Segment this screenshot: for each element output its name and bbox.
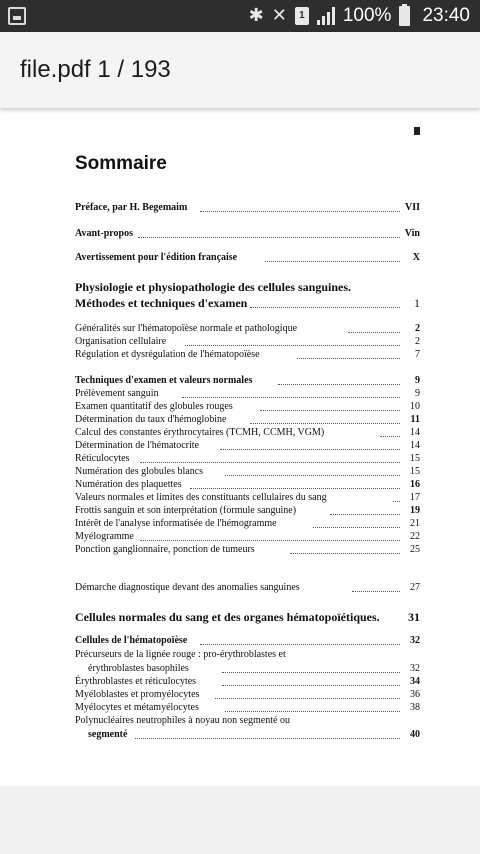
toc-page: 14	[410, 440, 420, 451]
toc-entry: Numération des globules blancs	[75, 466, 204, 477]
toc-page: 38	[410, 702, 420, 713]
toc-entry: Érythroblastes et réticulocytes	[75, 676, 197, 687]
dot-leader	[297, 358, 400, 359]
dot-leader	[290, 553, 400, 554]
toc-page: 19	[410, 505, 420, 516]
toc-page: 7	[415, 349, 420, 360]
dot-leader	[182, 397, 400, 398]
toc-row[interactable]	[0, 729, 480, 741]
toc-entry: Myélocytes et métamyélocytes	[75, 702, 199, 713]
clock: 23:40	[422, 5, 470, 26]
toc-entry: Polynucléaires neutrophiles à noyau non segmenté ou	[75, 715, 290, 726]
toc-row[interactable]	[0, 427, 480, 439]
page-corner-mark	[414, 127, 420, 135]
toc-entry: Myéloblastes et promyélocytes	[75, 689, 200, 700]
toc-page: 2	[415, 336, 420, 347]
toc-page: 10	[410, 401, 420, 412]
toc-page: 31	[408, 610, 420, 624]
toc-entry: Intérêt de l'analyse informatisée de l'hémogramme	[75, 518, 277, 529]
status-icons	[249, 6, 470, 26]
dot-leader	[352, 591, 400, 592]
toc-page: 2	[415, 323, 420, 334]
toc-entry: Avertissement pour l'édition française	[75, 252, 238, 263]
dot-leader	[200, 644, 400, 645]
toc-row[interactable]	[0, 228, 480, 240]
dot-leader	[250, 423, 400, 424]
dot-leader	[278, 384, 400, 385]
viewer-background	[0, 786, 480, 854]
toc-entry: Régulation et dysrégulation de l'hématopoïèse	[75, 349, 260, 360]
toc-entry: Examen quantitatif des globules rouges	[75, 401, 233, 412]
dot-leader	[265, 261, 400, 262]
toc-page: Vin	[404, 228, 420, 239]
toc-page: 11	[410, 414, 420, 425]
app-bar	[0, 32, 480, 108]
dot-leader	[250, 307, 400, 308]
toc-row[interactable]	[0, 453, 480, 465]
toc-row[interactable]	[0, 323, 480, 335]
toc-row[interactable]	[0, 689, 480, 701]
toc-row[interactable]	[0, 202, 480, 214]
toc-page: 9	[415, 388, 420, 399]
toc-section-heading[interactable]	[0, 296, 480, 310]
toc-row[interactable]	[0, 635, 480, 647]
dot-leader	[185, 345, 400, 346]
document-title[interactable]: file.pdf 1 / 193	[20, 56, 171, 83]
dot-leader	[135, 738, 400, 739]
toc-entry: Cellules normales du sang et des organes hématopoïétiques.	[75, 610, 380, 624]
toc-row[interactable]	[0, 492, 480, 504]
toc-entry: Myélogramme	[75, 531, 134, 542]
toc-page: VII	[404, 202, 420, 213]
dot-leader	[190, 488, 400, 489]
toc-entry: Organisation cellulaire	[75, 336, 167, 347]
toc-page: 16	[410, 479, 420, 490]
toc-entry: Calcul des constantes érythrocytaires (TCMH, CCMH, VGM)	[75, 427, 325, 438]
toc-row[interactable]	[0, 414, 480, 426]
toc-row[interactable]	[0, 702, 480, 714]
toc-row[interactable]	[0, 401, 480, 413]
dot-leader	[348, 332, 400, 333]
toc-entry: Préface, par H. Begemaim	[75, 202, 188, 213]
signal-icon	[317, 7, 335, 25]
dot-leader	[215, 698, 400, 699]
dot-leader	[140, 540, 400, 541]
toc-page: 27	[410, 582, 420, 593]
toc-entry: Détermination de l'hématocrite	[75, 440, 199, 451]
toc-heading: Sommaire	[75, 153, 167, 174]
dot-leader	[225, 711, 400, 712]
toc-row[interactable]	[0, 466, 480, 478]
toc-page: 34	[410, 676, 420, 687]
toc-row[interactable]	[0, 582, 480, 594]
dot-leader	[220, 449, 400, 450]
battery-percent: 100%	[342, 5, 392, 26]
toc-row[interactable]	[0, 531, 480, 543]
toc-page: 15	[410, 453, 420, 464]
toc-page: 15	[410, 466, 420, 477]
dot-leader	[222, 672, 400, 673]
toc-entry: Frottis sanguin et son interprétation (formule sanguine)	[75, 505, 297, 516]
toc-entry: Physiologie et physiopathologie des cellules sanguines.	[75, 280, 352, 294]
toc-page: 14	[410, 427, 420, 438]
toc-row[interactable]	[0, 336, 480, 348]
toc-entry: Détermination du taux d'hémoglobine	[75, 414, 227, 425]
toc-section-heading[interactable]	[0, 280, 480, 294]
status-bar	[0, 0, 480, 32]
toc-page: 21	[410, 518, 420, 529]
dot-leader	[393, 501, 400, 502]
sim-icon: 1	[295, 7, 309, 25]
bluetooth-icon: ✱	[248, 5, 264, 26]
toc-entry: Valeurs normales et limites des constituants cellulaires du sang	[75, 492, 327, 503]
toc-entry: Réticulocytes	[75, 453, 130, 464]
toc-entry: érythroblastes basophiles	[88, 663, 189, 674]
toc-page: 22	[410, 531, 420, 542]
toc-entry: segmenté	[88, 729, 128, 740]
toc-row[interactable]	[0, 388, 480, 400]
battery-icon	[399, 6, 410, 26]
toc-row[interactable]	[0, 505, 480, 517]
dot-leader	[140, 462, 400, 463]
dot-leader	[313, 527, 400, 528]
toc-page: X	[412, 252, 420, 263]
dot-leader	[222, 685, 400, 686]
toc-page: 1	[414, 296, 420, 310]
toc-page: 17	[410, 492, 420, 503]
toc-entry: Avant-propos	[75, 228, 133, 239]
toc-entry: Numération des plaquettes	[75, 479, 182, 490]
dot-leader	[138, 237, 400, 238]
toc-page: 32	[410, 635, 420, 646]
dot-leader	[260, 410, 400, 411]
toc-page: 40	[410, 729, 420, 740]
toc-entry: Ponction ganglionnaire, ponction de tumeurs	[75, 544, 255, 555]
toc-row[interactable]	[0, 715, 480, 727]
toc-entry: Démarche diagnostique devant des anomalies sanguines	[75, 582, 300, 593]
toc-row[interactable]	[0, 649, 480, 661]
toc-page: 32	[410, 663, 420, 674]
screenshot-icon	[8, 7, 26, 25]
toc-row[interactable]	[0, 375, 480, 387]
toc-section-heading[interactable]	[0, 610, 480, 624]
mute-icon: ✕	[271, 5, 287, 26]
toc-row[interactable]	[0, 252, 480, 264]
toc-row[interactable]	[0, 518, 480, 530]
toc-page: 36	[410, 689, 420, 700]
toc-row[interactable]	[0, 544, 480, 556]
toc-entry: Méthodes et techniques d'examen	[75, 296, 248, 310]
dot-leader	[200, 211, 400, 212]
toc-entry: Précurseurs de la lignée rouge : pro-érythroblastes et	[75, 649, 286, 660]
toc-row[interactable]	[0, 349, 480, 361]
toc-page: 25	[410, 544, 420, 555]
toc-row[interactable]	[0, 479, 480, 491]
toc-page: 9	[415, 375, 420, 386]
pdf-page[interactable]	[0, 108, 480, 786]
toc-row[interactable]	[0, 663, 480, 675]
toc-row[interactable]	[0, 440, 480, 452]
dot-leader	[330, 514, 400, 515]
toc-entry: Cellules de l'hématopoïèse	[75, 635, 188, 646]
toc-entry: Prélèvement sanguin	[75, 388, 159, 399]
toc-entry: Généralités sur l'hématopoïèse normale et pathologique	[75, 323, 298, 334]
dot-leader	[380, 436, 400, 437]
toc-entry: Techniques d'examen et valeurs normales	[75, 375, 253, 386]
dot-leader	[225, 475, 400, 476]
toc-row[interactable]	[0, 676, 480, 688]
